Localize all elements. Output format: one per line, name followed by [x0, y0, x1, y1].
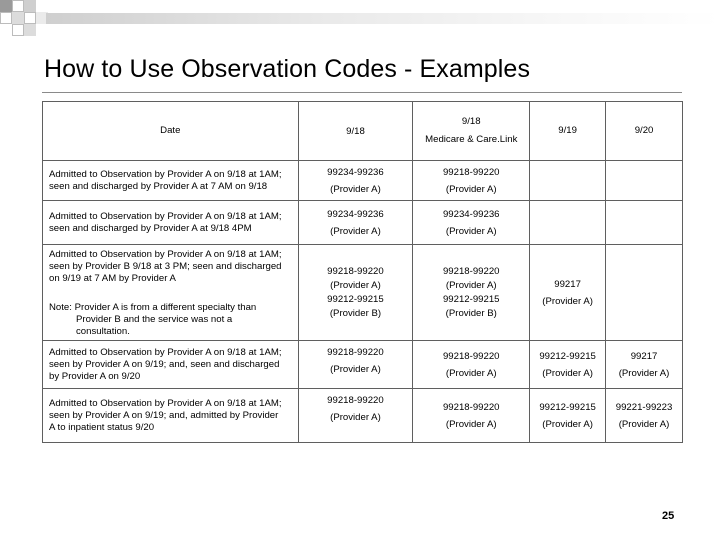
cell-9-20 [606, 245, 683, 341]
row-description: Admitted to Observation by Provider A on 9/18 at 1AM; seen by Provider A on 9/19; and, admitted by Provider A to inpatient status 9/20 [43, 389, 299, 443]
header-9-18: 9/18 [298, 102, 413, 161]
header-9-18-medicare: 9/18 Medicare & Care.Link [413, 102, 530, 161]
cell-9-19 [530, 201, 606, 245]
row-description: Admitted to Observation by Provider A on 9/18 at 1AM; seen and discharged by Provider A at 9/18 4PM [43, 201, 299, 245]
cell-9-18: 99218-99220 (Provider A) [298, 389, 413, 443]
cell-9-20 [606, 201, 683, 245]
page-number: 25 [662, 510, 675, 522]
cell-9-19: 99217 (Provider A) [530, 245, 606, 341]
corner-square-icon [0, 12, 12, 24]
table-header-row [43, 102, 683, 161]
cell-9-18-medicare: 99218-99220 (Provider A) [413, 341, 530, 389]
corner-square-icon [12, 24, 24, 36]
corner-square-icon [12, 12, 24, 24]
cell-9-20: 99217 (Provider A) [606, 341, 683, 389]
cell-9-19 [530, 161, 606, 201]
cell-9-18: 99234-99236 (Provider A) [298, 161, 413, 201]
corner-square-icon [12, 0, 24, 12]
header-gradient-bar [46, 13, 720, 24]
title-divider [42, 92, 682, 93]
table-row [43, 245, 683, 341]
table-row [43, 201, 683, 245]
corner-square-icon [24, 0, 36, 12]
row-description: Admitted to Observation by Provider A on 9/18 at 1AM; seen by Provider B 9/18 at 3 PM; seen and discharged on 9/19 at 7 AM by Provider A Note: Provider A is from a different specialty than Provider B and the service was not a consultation. [43, 245, 299, 341]
cell-9-20 [606, 161, 683, 201]
cell-9-18: 99218-99220 (Provider A) [298, 341, 413, 389]
header-9-19: 9/19 [530, 102, 606, 161]
cell-9-18-medicare: 99218-99220 (Provider A) 99212-99215 (Provider B) [413, 245, 530, 341]
row-description: Admitted to Observation by Provider A on 9/18 at 1AM; seen by Provider A on 9/19; and, seen and discharged by Provider A on 9/20 [43, 341, 299, 389]
table-row [43, 341, 683, 389]
cell-9-18-medicare: 99218-99220 (Provider A) [413, 389, 530, 443]
observation-codes-table [42, 101, 683, 443]
cell-9-20: 99221-99223 (Provider A) [606, 389, 683, 443]
cell-9-18: 99218-99220 (Provider A) 99212-99215 (Provider B) [298, 245, 413, 341]
cell-9-18: 99234-99236 (Provider A) [298, 201, 413, 245]
cell-9-18-medicare: 99218-99220 (Provider A) [413, 161, 530, 201]
cell-9-19: 99212-99215 (Provider A) [530, 341, 606, 389]
corner-square-icon [0, 0, 12, 12]
row-note: Note: Provider A is from a different specialty than [49, 302, 257, 313]
row-description: Admitted to Observation by Provider A on 9/18 at 1AM; seen and discharged by Provider A at 7 AM on 9/18 [43, 161, 299, 201]
corner-square-icon [24, 12, 36, 24]
cell-9-19: 99212-99215 (Provider A) [530, 389, 606, 443]
table-row [43, 161, 683, 201]
cell-9-18-medicare: 99234-99236 (Provider A) [413, 201, 530, 245]
page-title: How to Use Observation Codes - Examples [44, 55, 531, 83]
table-row [43, 389, 683, 443]
header-date: Date [43, 102, 299, 161]
corner-square-icon [24, 24, 36, 36]
header-9-20: 9/20 [606, 102, 683, 161]
